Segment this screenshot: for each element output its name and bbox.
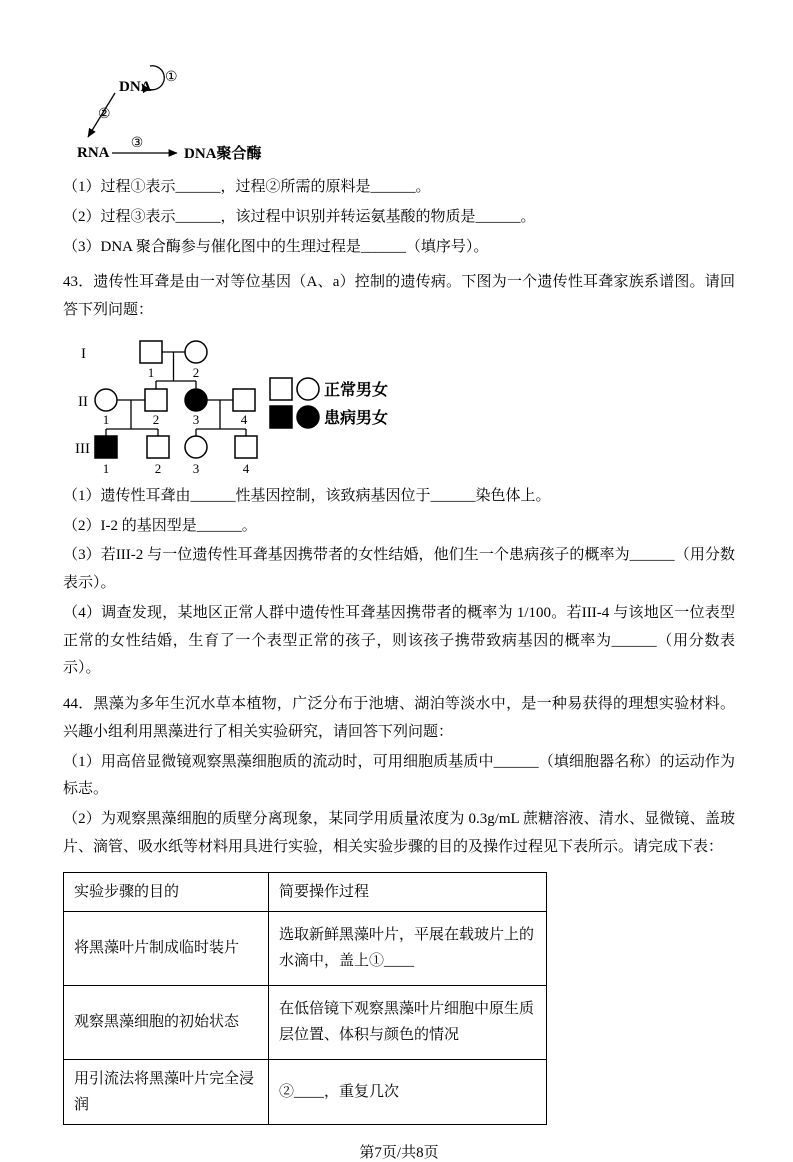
rna-label: RNA: [77, 145, 110, 161]
central-dogma-diagram: [65, 56, 305, 168]
legend-normal-label: 正常男女: [324, 381, 389, 399]
person-number: 4: [240, 411, 248, 427]
generation-label-1: I: [81, 345, 86, 362]
person-number: 2: [154, 460, 162, 476]
generation-label-2: II: [78, 393, 88, 410]
table-row: [64, 911, 547, 985]
pedigree-male-III-4: [235, 436, 257, 458]
q42-item-1: （1）过程①表示______，过程②所需的原料是______。: [63, 179, 431, 195]
pedigree-affected-female-II-3: [185, 389, 207, 411]
page-footer: 第7页/共8页: [359, 1145, 439, 1162]
q42-item-3: （3）DNA 聚合酶参与催化图中的生理过程是______（填序号）。: [63, 238, 489, 255]
q44-stem: 44．黑藻为多年生沉水草本植物，广泛分布于池塘、湖泊等淡水中，是一种易获得的理想实验材料。兴趣小组利用黑藻进行了相关实验研究，请回答下列问题：: [63, 696, 735, 740]
pedigree-male-II-4: [233, 389, 255, 411]
q43-item-4: （4）调查发现，某地区正常人群中遗传性耳聋基因携带者的概率为 1/100。若III-4 与该地区一位表型正常的女性结婚，生育了一个表型正常的孩子，则该孩子携带致病基因的概率为______（用分数表示）。: [63, 604, 735, 677]
q43-item-3: （3）若III-2 与一位遗传性耳聋基因携带者的女性结婚，他们生一个患病孩子的概率为______（用分数表示）。: [63, 547, 735, 591]
cell-operation-1: 选取新鲜黑藻叶片，平展在载玻片上的水滴中，盖上①____: [269, 911, 547, 985]
person-number: 1: [147, 364, 155, 380]
polymerase-label: DNA聚合酶: [184, 146, 262, 162]
legend-normal-female-symbol: [297, 378, 319, 400]
q44-item-1: （1）用高倍显微镜观察黑藻细胞质的流动时，可用细胞质基质中______（填细胞器名称）的运动作为标志。: [63, 753, 735, 798]
table-header-purpose: 实验步骤的目的: [64, 872, 269, 911]
pedigree-male-III-2: [147, 436, 169, 458]
legend-affected-female-symbol: [297, 406, 319, 428]
pedigree-chart: [65, 329, 465, 481]
pedigree-female-I-2: [185, 341, 207, 363]
cell-operation-3: ②____，重复几次: [269, 1059, 547, 1125]
person-number: 2: [192, 364, 200, 380]
pedigree-female-II-1: [95, 389, 117, 411]
cell-purpose-3: 用引流法将黑藻叶片完全浸润: [64, 1059, 269, 1125]
q43-item-1: （1）遗传性耳聋由______性基因控制，该致病基因位于______染色体上。: [63, 487, 551, 504]
person-number: 3: [192, 460, 200, 476]
q43-item-2: （2）I-2 的基因型是______。: [63, 517, 257, 534]
legend-normal-male-symbol: [270, 378, 292, 400]
pedigree-female-III-3: [185, 436, 207, 458]
table-header-operation: 简要操作过程: [269, 872, 547, 911]
dna-label: DNA: [119, 79, 152, 95]
q42-item-2: （2）过程③表示______，该过程中识别并转运氨基酸的物质是______。: [63, 208, 536, 225]
cell-operation-2: 在低倍镜下观察黑藻叶片细胞中原生质层位置、体积与颜色的情况: [269, 985, 547, 1059]
cell-purpose-2: 观察黑藻细胞的初始状态: [64, 985, 269, 1059]
pedigree-connector-lines: [106, 352, 246, 436]
pedigree-male-II-2: [145, 389, 167, 411]
legend-affected-label: 患病男女: [324, 409, 389, 427]
q44-item-2: （2）为观察黑藻细胞的质壁分离现象，某同学用质量浓度为 0.3g/mL 蔗糖溶液、清水、显微镜、盖玻片、滴管、吸水纸等材料用具进行实验，相关实验步骤的目的及操作过程见下表所示。请完成下表：: [63, 811, 735, 855]
person-number: 1: [102, 411, 110, 427]
pedigree-male-I-1: [140, 341, 162, 363]
step1-circled-number: ①: [165, 70, 178, 85]
table-row: [64, 985, 547, 1059]
pedigree-affected-male-III-1: [95, 436, 117, 458]
q43-stem: 43．遗传性耳聋是由一对等位基因（A、a）控制的遗传病。下图为一个遗传性耳聋家族系谱图。请回答下列问题：: [63, 274, 735, 318]
cell-purpose-1: 将黑藻叶片制成临时装片: [64, 911, 269, 985]
legend-affected-male-symbol: [270, 406, 292, 428]
step3-circled-number: ③: [130, 136, 144, 151]
table-header-row: [64, 872, 547, 911]
experiment-table: [63, 872, 547, 1126]
generation-label-3: III: [75, 440, 90, 457]
person-number: 4: [242, 460, 250, 476]
step2-circled-number: ②: [98, 107, 111, 122]
table-row: [64, 1059, 547, 1125]
person-number: 2: [152, 411, 160, 427]
person-number: 3: [192, 411, 200, 427]
person-number: 1: [102, 460, 110, 476]
